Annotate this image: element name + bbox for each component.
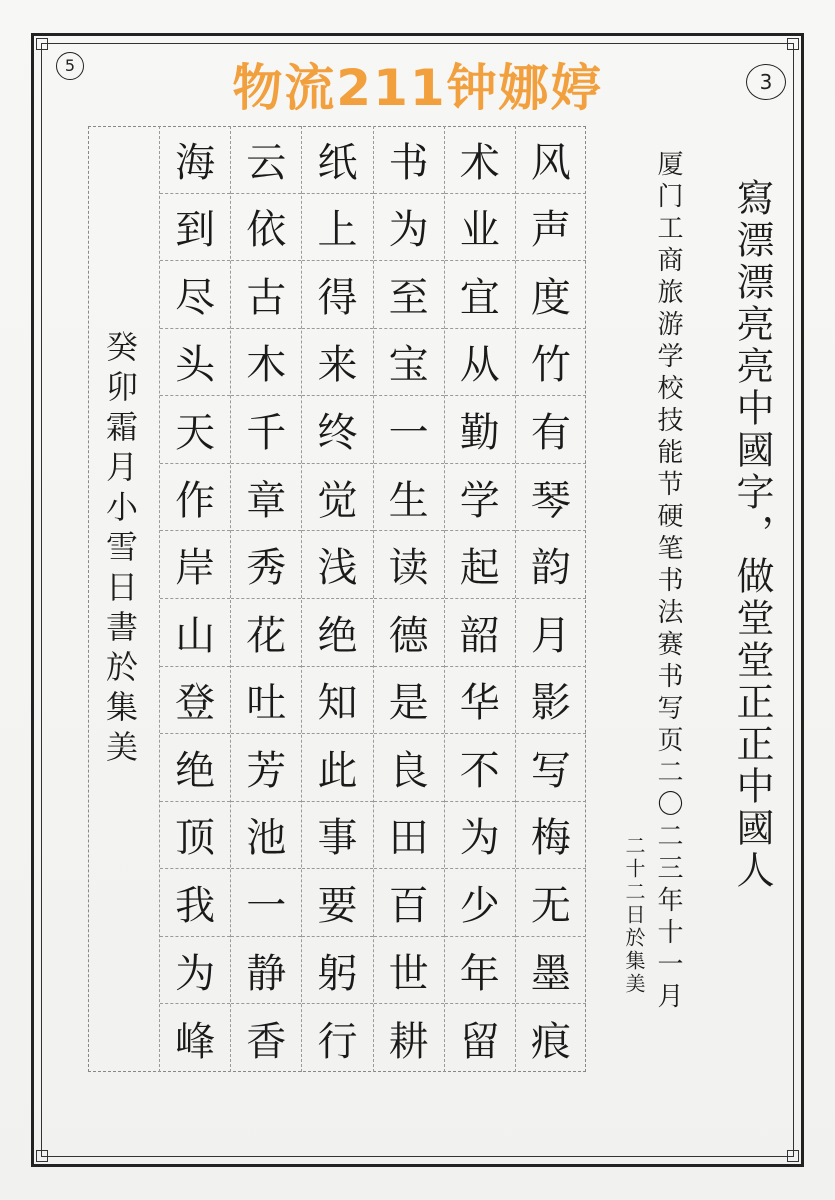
- poem-character-cell: 依: [231, 194, 301, 262]
- poem-character-cell: 顶: [160, 802, 230, 870]
- poem-character-cell: 月: [516, 599, 586, 667]
- poem-character-cell: 德: [374, 599, 444, 667]
- corner-ornament-bottom-right: [787, 1150, 799, 1162]
- poem-character-cell: 琴: [516, 464, 586, 532]
- poem-character-cell: 吐: [231, 667, 301, 735]
- poem-character-cell: 是: [374, 667, 444, 735]
- poem-character-cell: 良: [374, 734, 444, 802]
- poem-character-cell: 岸: [160, 531, 230, 599]
- poem-character-cell: 一: [374, 396, 444, 464]
- poem-character-cell: 宝: [374, 329, 444, 397]
- poem-character-cell: 为: [374, 194, 444, 262]
- poem-character-cell: 我: [160, 869, 230, 937]
- poem-character-cell: 华: [445, 667, 515, 735]
- poem-character-cell: 海: [160, 126, 230, 194]
- poem-character-cell: 业: [445, 194, 515, 262]
- poem-character-cell: 为: [445, 802, 515, 870]
- poem-character-cell: 到: [160, 194, 230, 262]
- poem-character-cell: 终: [302, 396, 372, 464]
- poem-character-cell: 山: [160, 599, 230, 667]
- poem-character-cell: 墨: [516, 937, 586, 1005]
- poem-column: [230, 126, 301, 1072]
- poem-character-cell: 度: [516, 261, 586, 329]
- poem-character-cell: 田: [374, 802, 444, 870]
- poem-character-cell: 天: [160, 396, 230, 464]
- poem-character-cell: 绝: [302, 599, 372, 667]
- poem-character-cell: 声: [516, 194, 586, 262]
- page-mark-left: 5: [56, 52, 84, 80]
- poem-character-cell: 起: [445, 531, 515, 599]
- poem-character-cell: 千: [231, 396, 301, 464]
- corner-ornament-bottom-left: [36, 1150, 48, 1162]
- poem-character-cell: 池: [231, 802, 301, 870]
- poem-character-cell: 此: [302, 734, 372, 802]
- poem-character-cell: 一: [231, 869, 301, 937]
- poem-character-cell: 勤: [445, 396, 515, 464]
- poem-character-cell: 书: [374, 126, 444, 194]
- poem-character-cell: 宜: [445, 261, 515, 329]
- poem-grid: [159, 126, 586, 1072]
- poem-character-cell: 浅: [302, 531, 372, 599]
- inscription-event: 厦门工商旅游学校技能节硬笔书法赛书写页二〇二三年十一月: [653, 150, 683, 1014]
- poem-character-cell: 留: [459, 1018, 500, 1065]
- poem-character-cell: 生: [374, 464, 444, 532]
- poem-character-cell: 尽: [160, 261, 230, 329]
- poem-character-cell: 古: [231, 261, 301, 329]
- poem-character-cell: 耕: [388, 1018, 429, 1065]
- poem-character-cell: 得: [302, 261, 372, 329]
- poem-character-cell: 百: [374, 869, 444, 937]
- poem-character-cell: 登: [160, 667, 230, 735]
- poem-character-cell: 术: [445, 126, 515, 194]
- poem-character-cell: 纸: [302, 126, 372, 194]
- poem-character-cell: 至: [374, 261, 444, 329]
- poem-character-cell: 知: [302, 667, 372, 735]
- poem-character-cell: 竹: [516, 329, 586, 397]
- poem-character-cell: 有: [516, 396, 586, 464]
- poem-character-cell: 读: [374, 531, 444, 599]
- poem-character-cell: 韶: [445, 599, 515, 667]
- poem-column: [444, 126, 515, 1072]
- poem-column: [373, 126, 444, 1072]
- signature-inscription: 癸卯霜月小雪日書於集美: [101, 330, 139, 770]
- poem-character-cell: 静: [231, 937, 301, 1005]
- inscription-title: 寫漂漂亮亮中國字，做堂堂正正中國人: [730, 178, 774, 892]
- poem-character-cell: 学: [445, 464, 515, 532]
- poem-character-cell: 躬: [302, 937, 372, 1005]
- poem-character-cell: 觉: [302, 464, 372, 532]
- poem-character-cell: 年: [445, 937, 515, 1005]
- poem-character-cell: 要: [302, 869, 372, 937]
- poem-column: [515, 126, 586, 1072]
- poem-character-cell: 从: [445, 329, 515, 397]
- poem-character-cell: 秀: [231, 531, 301, 599]
- page-mark-right: 3: [746, 64, 786, 100]
- poem-column: [301, 126, 372, 1072]
- poem-character-cell: 影: [516, 667, 586, 735]
- poem-character-cell: 痕: [530, 1018, 571, 1065]
- poem-character-cell: 梅: [516, 802, 586, 870]
- poem-character-cell: 作: [160, 464, 230, 532]
- poem-character-cell: 少: [445, 869, 515, 937]
- poem-character-cell: 头: [160, 329, 230, 397]
- poem-character-cell: 为: [160, 937, 230, 1005]
- poem-character-cell: 不: [445, 734, 515, 802]
- poem-character-cell: 事: [302, 802, 372, 870]
- inscription-date: 二十二日於集美: [622, 835, 646, 996]
- poem-column: [159, 126, 230, 1072]
- poem-character-cell: 来: [302, 329, 372, 397]
- poem-character-cell: 韵: [516, 531, 586, 599]
- poem-character-cell: 香: [246, 1018, 287, 1065]
- poem-character-cell: 章: [231, 464, 301, 532]
- poem-character-cell: 无: [516, 869, 586, 937]
- poem-character-cell: 峰: [175, 1018, 216, 1065]
- page-title: 物流211钟娜婷: [232, 59, 603, 117]
- poem-character-cell: 行: [317, 1018, 358, 1065]
- poem-character-cell: 花: [231, 599, 301, 667]
- poem-character-cell: 木: [231, 329, 301, 397]
- poem-character-cell: 风: [516, 126, 586, 194]
- poem-character-cell: 云: [231, 126, 301, 194]
- poem-character-cell: 写: [516, 734, 586, 802]
- poem-character-cell: 芳: [231, 734, 301, 802]
- poem-character-cell: 上: [302, 194, 372, 262]
- poem-character-cell: 世: [374, 937, 444, 1005]
- poem-character-cell: 绝: [160, 734, 230, 802]
